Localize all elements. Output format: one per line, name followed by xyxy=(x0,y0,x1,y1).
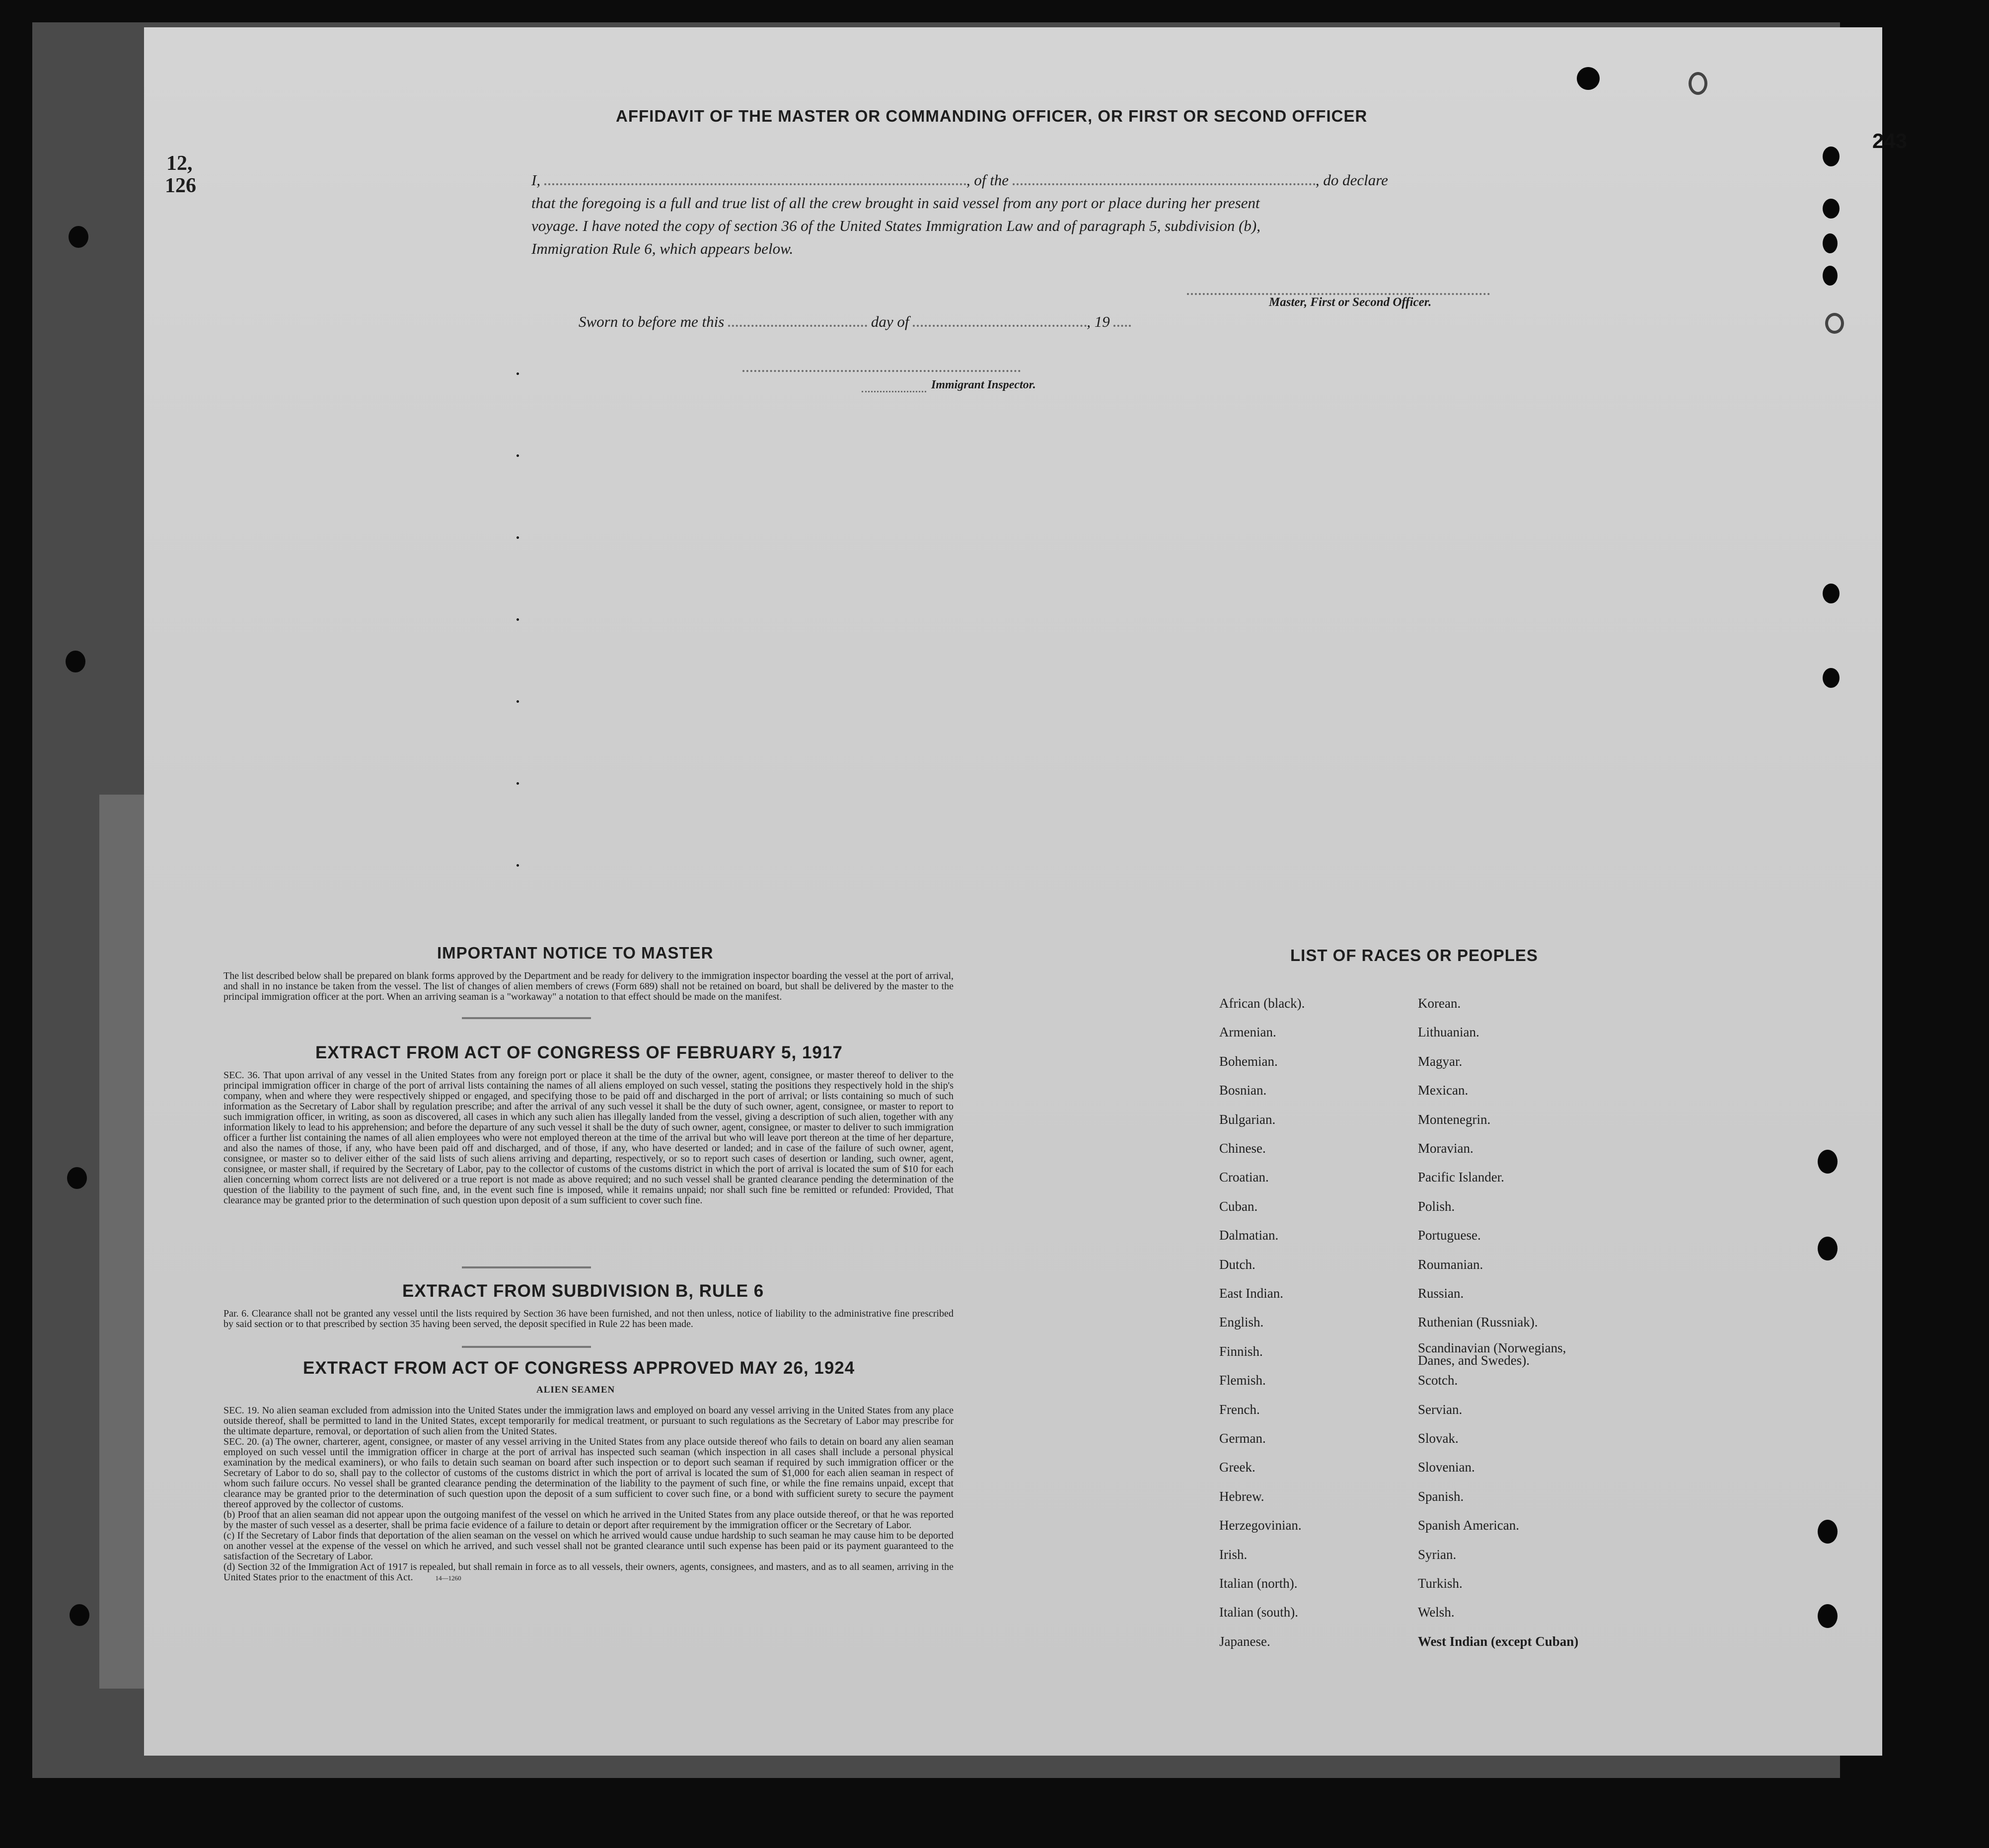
punch-hole xyxy=(1818,1150,1838,1174)
margin-number-top: 12, xyxy=(166,152,193,175)
race-item: Scandinavian (Norwegians, Danes, and Swedes). xyxy=(1418,1340,1566,1368)
form-code: 14—1260 xyxy=(435,1574,461,1582)
race-item: Turkish. xyxy=(1418,1576,1463,1591)
race-item: African (black). xyxy=(1219,996,1305,1011)
vessel-field[interactable] xyxy=(1013,183,1316,185)
sec20d-paragraph xyxy=(223,1562,954,1583)
subdivision-body: Par. 6. Clearance shall not be granted any vessel until the lists required by Section 36 have been furnished, and not then unless, notice of liability to the administrative fine prescribed by said section or to that prescribed by section 35 having been served, the deposit specified in Rule 22 has been made. xyxy=(223,1308,954,1330)
race-item: Japanese. xyxy=(1219,1633,1270,1649)
race-item: Slovenian. xyxy=(1418,1460,1475,1475)
punch-hole xyxy=(1577,67,1600,90)
column-tick xyxy=(516,782,519,785)
race-item: Moravian. xyxy=(1418,1141,1473,1156)
race-item: Bulgarian. xyxy=(1219,1111,1276,1127)
inspector-signature-line[interactable] xyxy=(742,370,1021,372)
race-item: Syrian. xyxy=(1418,1547,1457,1562)
race-item: Herzegovinian. xyxy=(1219,1518,1302,1533)
binder-hole xyxy=(66,651,85,672)
extract-1924-title: EXTRACT FROM ACT OF CONGRESS APPROVED MAY 26, 1924 xyxy=(303,1358,855,1378)
punch-hole xyxy=(1823,199,1840,219)
race-item: Servian. xyxy=(1418,1402,1463,1417)
extract-1917-body: SEC. 36. That upon arrival of any vessel in the United States from any foreign port or place it shall be the duty of the owner, agent, consignee, or master thereof to deliver to the principal immigration officer in charge of the port of arrival lists containing the names of all aliens employed on such vessel, stating the positions they respectively hold in the ship's company, when and where they were respectively shipped or engaged, and specifying those to be paid off and discharged in the port of arrival; or lists containing so much of such information as the Secretary of Labor shall by regulation prescribe; and after the arrival of any such vessel it shall be the duty of such owner, agent, consignee, or master to report to such immigration officer, in writing, as soon as discovered, all cases in which any such alien has illegally landed from the vessel, giving a description of such alien, together with any information likely to lead to his apprehension; and before the departure of any such vessel it shall be the duty of such owner, agent, consignee, or master to deliver to such immigration officer a further list containing the names of all alien employees who were not employed thereon at the time of the arrival but who will leave port thereon at the time of her departure, and also the names of those, if any, who have been paid off and discharged, and of those, if any, who have deserted or landed; and in case of the failure of such owner, agent, consignee, or master so to deliver either of the said lists of such aliens arriving and departing, respectively, or so to report such cases of desertion or landing, such owner, agent, consignee, or master shall, if required by the Secretary of Labor, pay to the collector of customs of the customs district in which the port of arrival is located the sum of $10 for each alien concerning whom correct lists are not delivered or a true report is not made as above required; and no such vessel shall be granted clearance pending the determination of the question of the liability to the payment of such fine, and, in the event such fine is imposed, while it remains unpaid; nor shall such fine be remitted or refunded: Provided, That clearance may be granted prior to the determination of such question upon deposit of a sum sufficient to cover such fine. xyxy=(223,1070,954,1206)
race-item: Bosnian. xyxy=(1219,1083,1267,1098)
race-item: Korean. xyxy=(1418,996,1461,1011)
binder-hole xyxy=(69,226,88,248)
column-tick xyxy=(516,864,519,867)
sworn-line xyxy=(579,313,1131,331)
inspector-caption: Immigrant Inspector. xyxy=(931,378,1036,391)
race-item: Portuguese. xyxy=(1418,1228,1481,1243)
sworn-year-field[interactable] xyxy=(1113,325,1131,327)
affidavit-of-the: , of the xyxy=(966,171,1009,189)
affidavit-line2: that the foregoing is a full and true list of all the crew brought in said vessel from any port or place during her present xyxy=(531,194,1260,212)
affidavit-line1 xyxy=(531,171,1388,189)
race-item: Mexican. xyxy=(1418,1083,1469,1098)
race-item: West Indian (except Cuban) xyxy=(1418,1633,1579,1649)
sec20d-text: (d) Section 32 of the Immigration Act of 1917 is repealed, but shall remain in force as to all vessels, their owners, agents, consignees, and masters, and as to all seamen, arriving in the United States prior to the enactment of this Act. xyxy=(223,1561,954,1583)
race-item: Lithuanian. xyxy=(1418,1025,1479,1040)
race-item: Finnish. xyxy=(1219,1343,1263,1359)
race-item: Roumanian. xyxy=(1418,1257,1483,1272)
extract-1924-subtitle: ALIEN SEAMEN xyxy=(536,1385,615,1395)
sworn-day-of: day of xyxy=(871,313,909,330)
name-field[interactable] xyxy=(544,183,966,185)
race-item: Slovak. xyxy=(1418,1431,1459,1446)
sec19-paragraph: SEC. 19. No alien seaman excluded from admission into the United States under the immigration laws and employed on board any vessel arriving in the United States from any place outside thereof, shall be permitted to land in the United States, except temporarily for medical treatment, or pursuant to such regulations as the Secretary of Labor may prescribe for the ultimate departure, removal, or deportation of such alien from the United States. xyxy=(223,1405,954,1437)
extract-1924-body xyxy=(223,1405,954,1583)
race-item: Irish. xyxy=(1219,1547,1248,1562)
race-item: Italian (north). xyxy=(1219,1576,1298,1591)
affidavit-line3: voyage. I have noted the copy of section 36 of the United States Immigration Law and of paragraph 5, subdivision (b), xyxy=(531,217,1260,234)
binder-hole xyxy=(70,1604,89,1626)
manifest-sheet xyxy=(144,27,1908,1756)
race-item: French. xyxy=(1219,1402,1260,1417)
punch-hole xyxy=(1823,147,1840,166)
sworn-day-field[interactable] xyxy=(728,325,867,327)
divider xyxy=(462,1017,591,1019)
punch-hole xyxy=(1823,668,1840,688)
divider xyxy=(462,1346,591,1348)
race-item: Montenegrin. xyxy=(1418,1111,1491,1127)
punch-hole-ring xyxy=(1689,72,1707,95)
punch-hole-ring xyxy=(1825,313,1844,334)
punch-hole xyxy=(1818,1520,1838,1544)
margin-number-bottom: 126 xyxy=(165,174,196,197)
signature-line[interactable] xyxy=(1187,293,1490,295)
race-item: Hebrew. xyxy=(1219,1488,1264,1504)
inspector-caption-prefix xyxy=(862,380,926,392)
notice-title: IMPORTANT NOTICE TO MASTER xyxy=(437,944,714,962)
affidavit-i: I, xyxy=(531,171,541,189)
page-number: 243 xyxy=(1872,129,1908,152)
race-item: Greek. xyxy=(1219,1460,1255,1475)
column-tick xyxy=(516,618,519,621)
sworn-text: Sworn to before me this xyxy=(579,313,725,330)
column-tick xyxy=(516,700,519,703)
race-item: Armenian. xyxy=(1219,1025,1276,1040)
sworn-month-field[interactable] xyxy=(913,325,1087,327)
column-tick xyxy=(516,454,519,457)
column-tick xyxy=(516,536,519,539)
race-item: English. xyxy=(1219,1315,1264,1330)
race-item: Scotch. xyxy=(1418,1373,1458,1388)
race-item: Russian. xyxy=(1418,1286,1464,1301)
race-item: Ruthenian (Russniak). xyxy=(1418,1315,1538,1330)
punch-hole xyxy=(1823,584,1840,603)
race-item: Spanish American. xyxy=(1418,1518,1519,1533)
race-item: Flemish. xyxy=(1219,1373,1266,1388)
punch-hole xyxy=(1823,233,1838,253)
race-item: Pacific Islander. xyxy=(1418,1170,1504,1185)
race-item: Chinese. xyxy=(1219,1141,1266,1156)
signature-caption: Master, First or Second Officer. xyxy=(1269,296,1432,309)
race-item: Polish. xyxy=(1418,1198,1455,1214)
race-item: Cuban. xyxy=(1219,1198,1258,1214)
subdivision-title: EXTRACT FROM SUBDIVISION B, RULE 6 xyxy=(402,1281,764,1301)
binder-hole xyxy=(67,1167,87,1189)
sec20c-paragraph: (c) If the Secretary of Labor finds that deportation of the alien seaman on the vessel on which he arrived would cause undue hardship to such seaman he may cause him to be deported on another vessel at the expense of the vessel on which he arrived, and such vessel shall not be granted clearance until such expense has been paid or its payment guaranteed to the satisfaction of the Secretary of Labor. xyxy=(223,1530,954,1562)
race-item: Welsh. xyxy=(1418,1605,1455,1620)
race-item: Croatian. xyxy=(1219,1170,1269,1185)
punch-hole xyxy=(1818,1604,1838,1628)
sworn-year-prefix: , 19 xyxy=(1087,313,1110,330)
race-item: Dutch. xyxy=(1219,1257,1255,1272)
extract-1917-title: EXTRACT FROM ACT OF CONGRESS OF FEBRUARY 5, 1917 xyxy=(315,1043,843,1062)
sec20a-paragraph: SEC. 20. (a) The owner, charterer, agent, consignee, or master of any vessel arriving in the United States from any place outside thereof who fails to detain on board any alien seaman employed on such vessel until the immigration officer in charge at the port of arrival has inspected such seaman (which inspection in all cases shall include a personal physical examination by the medical examiners), or who fails to detain such seaman on board after such inspection or to deport such seaman if required by such immigration officer or the Secretary of Labor to do so, shall pay to the collector of customs of the customs district in which the port of arrival is located the sum of $1,000 for each alien seaman in respect of whom such failure occurs. No vessel shall be granted clearance pending the determination of the liability to the payment of such fine, or while the fine remains unpaid, except that clearance may be granted prior to the determination of such question upon the deposit of a sum sufficient to cover such fine, or a bond with sufficient surety to secure the payment thereof approved by the collector of customs. xyxy=(223,1436,954,1510)
column-tick xyxy=(516,372,519,375)
punch-hole xyxy=(1823,266,1838,286)
race-item: Magyar. xyxy=(1418,1053,1463,1069)
race-item: East Indian. xyxy=(1219,1286,1283,1301)
race-item: Italian (south). xyxy=(1219,1605,1298,1620)
races-title: LIST OF RACES OR PEOPLES xyxy=(1290,946,1538,964)
punch-hole xyxy=(1818,1237,1838,1260)
race-item: Bohemian. xyxy=(1219,1053,1278,1069)
divider xyxy=(462,1266,591,1268)
affidavit-line4: Immigration Rule 6, which appears below. xyxy=(531,240,794,257)
race-item: German. xyxy=(1219,1431,1266,1446)
affidavit-do-declare: , do declare xyxy=(1315,171,1388,189)
sec20b-paragraph: (b) Proof that an alien seaman did not appear upon the outgoing manifest of the vessel on which he arrived in the United States from any place outside thereof, or that he was reported by the master of such vessel as a deserter, shall be prima facie evidence of a failure to detain or deport after requirement by the immigration officer or the Secretary of Labor. xyxy=(223,1509,954,1531)
affidavit-title: AFFIDAVIT OF THE MASTER OR COMMANDING OFFICER, OR FIRST OR SECOND OFFICER xyxy=(616,107,1368,125)
race-item: Spanish. xyxy=(1418,1488,1464,1504)
race-item: Dalmatian. xyxy=(1219,1228,1279,1243)
notice-body: The list described below shall be prepared on blank forms approved by the Department and be ready for delivery to the immigration inspector boarding the vessel at the port of arrival, and shall in no instance be taken from the vessel. The list of changes of alien members of crews (Form 689) shall not be retained on board, but shall be delivered by the master to the principal immigration officer at the port. When an arriving seaman is a "workaway" a notation to that effect should be made on the manifest. xyxy=(223,970,954,1002)
